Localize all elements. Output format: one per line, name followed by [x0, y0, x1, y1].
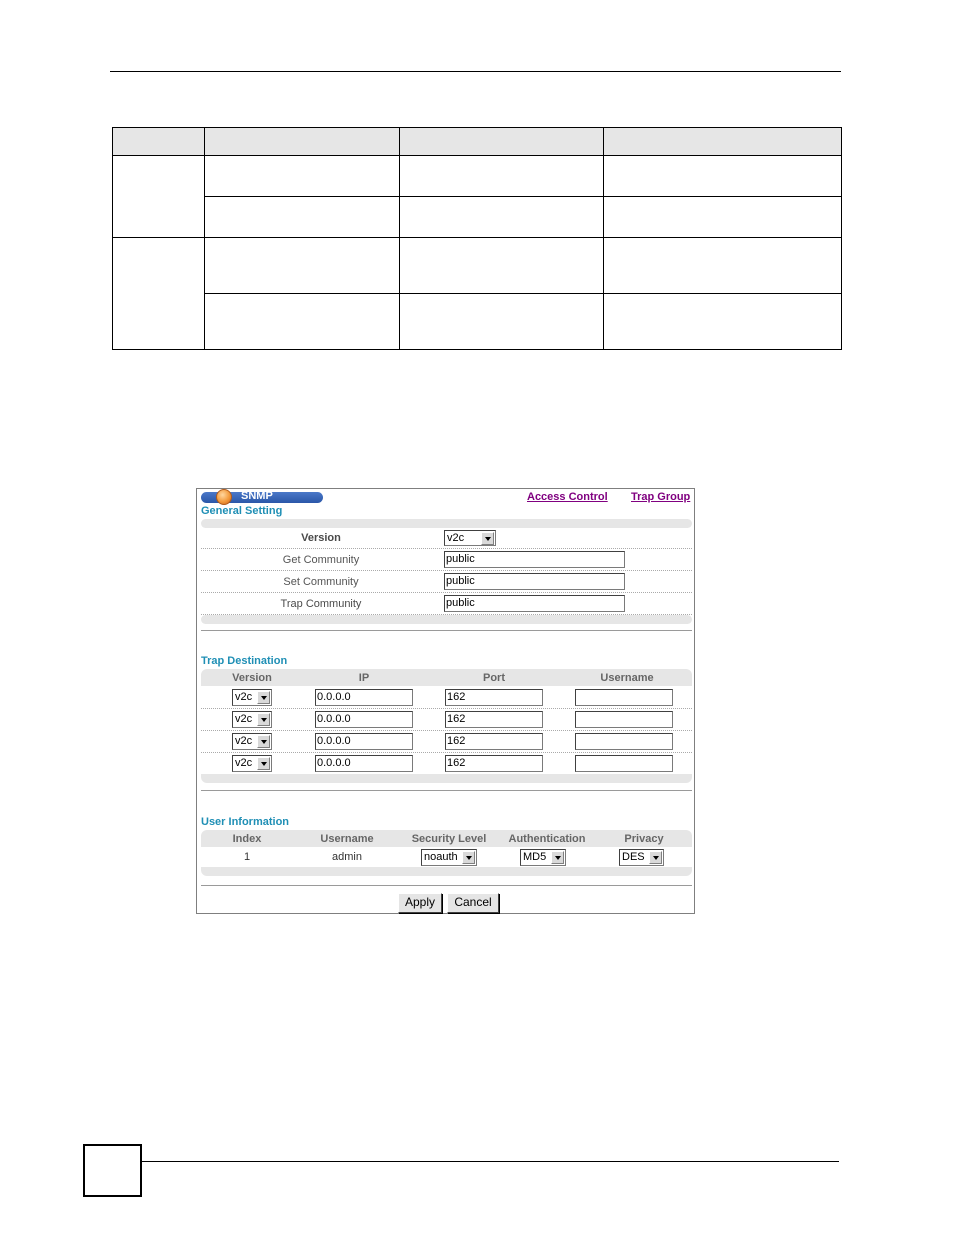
- table-row: [113, 156, 842, 197]
- trap-ip-input[interactable]: 0.0.0.0: [315, 711, 413, 728]
- table-header-cell: [205, 128, 400, 156]
- chevron-down-icon: [481, 532, 494, 545]
- section-divider: [201, 630, 692, 631]
- user-col-privacy: Privacy: [624, 833, 664, 845]
- table-cell: [604, 156, 842, 197]
- table-header-cell: [604, 128, 842, 156]
- trap-ip-input[interactable]: 0.0.0.0: [315, 733, 413, 750]
- version-row: [201, 528, 692, 549]
- general-setting-heading: General Setting: [201, 505, 283, 517]
- version-label: Version: [301, 532, 341, 544]
- trap-version-select[interactable]: v2c: [232, 755, 272, 772]
- apply-button[interactable]: Apply: [398, 893, 442, 913]
- privacy-select[interactable]: DES: [619, 849, 664, 866]
- table-cell: [604, 238, 842, 294]
- trap-community-input[interactable]: public: [444, 595, 625, 612]
- get-community-input[interactable]: public: [444, 551, 625, 568]
- trap-community-label: Trap Community: [280, 598, 362, 610]
- page-number-box: [83, 1144, 142, 1197]
- set-community-label: Set Community: [283, 576, 359, 588]
- trap-col-ip: IP: [358, 672, 370, 684]
- get-community-label: Get Community: [282, 554, 360, 566]
- section-bar: [201, 867, 692, 876]
- trap-destination-header: [201, 669, 692, 686]
- user-row: [201, 847, 692, 867]
- user-index: 1: [243, 851, 251, 863]
- table-header-row: [113, 128, 842, 156]
- section-divider: [201, 885, 692, 886]
- access-control-link[interactable]: Access Control: [527, 491, 608, 503]
- table-cell: [604, 294, 842, 350]
- trap-group-link[interactable]: Trap Group: [631, 491, 691, 503]
- table-cell: [205, 197, 400, 238]
- trap-ip-input[interactable]: 0.0.0.0: [315, 689, 413, 706]
- table-cell: [113, 238, 205, 350]
- trap-username-input[interactable]: [575, 689, 673, 706]
- authentication-select[interactable]: MD5: [520, 849, 566, 866]
- table-row: [113, 197, 842, 238]
- table-cell: [205, 294, 400, 350]
- user-col-authentication: Authentication: [508, 833, 586, 845]
- user-col-index: Index: [232, 833, 262, 845]
- table-cell: [400, 156, 604, 197]
- trap-row-2: [201, 709, 692, 731]
- trap-port-input[interactable]: 162: [445, 733, 543, 750]
- trap-version-select[interactable]: v2c: [232, 689, 272, 706]
- trap-port-input[interactable]: 162: [445, 711, 543, 728]
- table-cell: [400, 294, 604, 350]
- chevron-down-icon: [257, 735, 270, 748]
- set-community-row: [201, 571, 692, 593]
- table-cell: [113, 156, 205, 238]
- orb-icon: [216, 489, 232, 505]
- trap-username-input[interactable]: [575, 733, 673, 750]
- section-bar: [201, 774, 692, 783]
- set-community-input[interactable]: public: [444, 573, 625, 590]
- trap-username-input[interactable]: [575, 711, 673, 728]
- section-bar: [201, 519, 692, 528]
- panel-title: SNMP: [241, 490, 273, 502]
- snmp-title-bar: [201, 492, 323, 503]
- user-col-security-level: Security Level: [411, 833, 487, 845]
- table-row: [113, 294, 842, 350]
- table-cell: [400, 238, 604, 294]
- security-level-select[interactable]: noauth: [421, 849, 477, 866]
- chevron-down-icon: [257, 757, 270, 770]
- table-cell: [205, 156, 400, 197]
- chevron-down-icon: [257, 713, 270, 726]
- trap-destination-heading: Trap Destination: [201, 655, 288, 667]
- section-bar: [201, 615, 692, 624]
- trap-ip-input[interactable]: 0.0.0.0: [315, 755, 413, 772]
- trap-community-row: [201, 593, 692, 615]
- table-cell: [400, 197, 604, 238]
- user-username: admin: [332, 851, 362, 863]
- user-info-header: [201, 830, 692, 847]
- section-divider: [201, 790, 692, 791]
- trap-col-username: Username: [600, 672, 654, 684]
- snmp-screen: [196, 488, 695, 914]
- chevron-down-icon: [257, 691, 270, 704]
- table-cell: [604, 197, 842, 238]
- table-header-cell: [400, 128, 604, 156]
- trap-row-3: [201, 731, 692, 753]
- trap-version-select[interactable]: v2c: [232, 733, 272, 750]
- chevron-down-icon: [462, 851, 475, 864]
- trap-row-4: [201, 753, 692, 774]
- trap-username-input[interactable]: [575, 755, 673, 772]
- user-information-heading: User Information: [201, 816, 290, 828]
- chevron-down-icon: [551, 851, 564, 864]
- footer-rule: [140, 1161, 839, 1162]
- header-rule: [110, 71, 841, 72]
- trap-port-input[interactable]: 162: [445, 689, 543, 706]
- trap-version-select[interactable]: v2c: [232, 711, 272, 728]
- chevron-down-icon: [649, 851, 662, 864]
- get-community-row: [201, 549, 692, 571]
- document-table: [112, 127, 842, 350]
- version-select[interactable]: v2c: [444, 530, 496, 546]
- table-cell: [205, 238, 400, 294]
- trap-port-input[interactable]: 162: [445, 755, 543, 772]
- trap-col-port: Port: [483, 672, 505, 684]
- cancel-button[interactable]: Cancel: [447, 893, 499, 913]
- table-header-cell: [113, 128, 205, 156]
- trap-row-1: [201, 687, 692, 709]
- trap-col-version: Version: [232, 672, 272, 684]
- table-row: [113, 238, 842, 294]
- user-col-username: Username: [320, 833, 374, 845]
